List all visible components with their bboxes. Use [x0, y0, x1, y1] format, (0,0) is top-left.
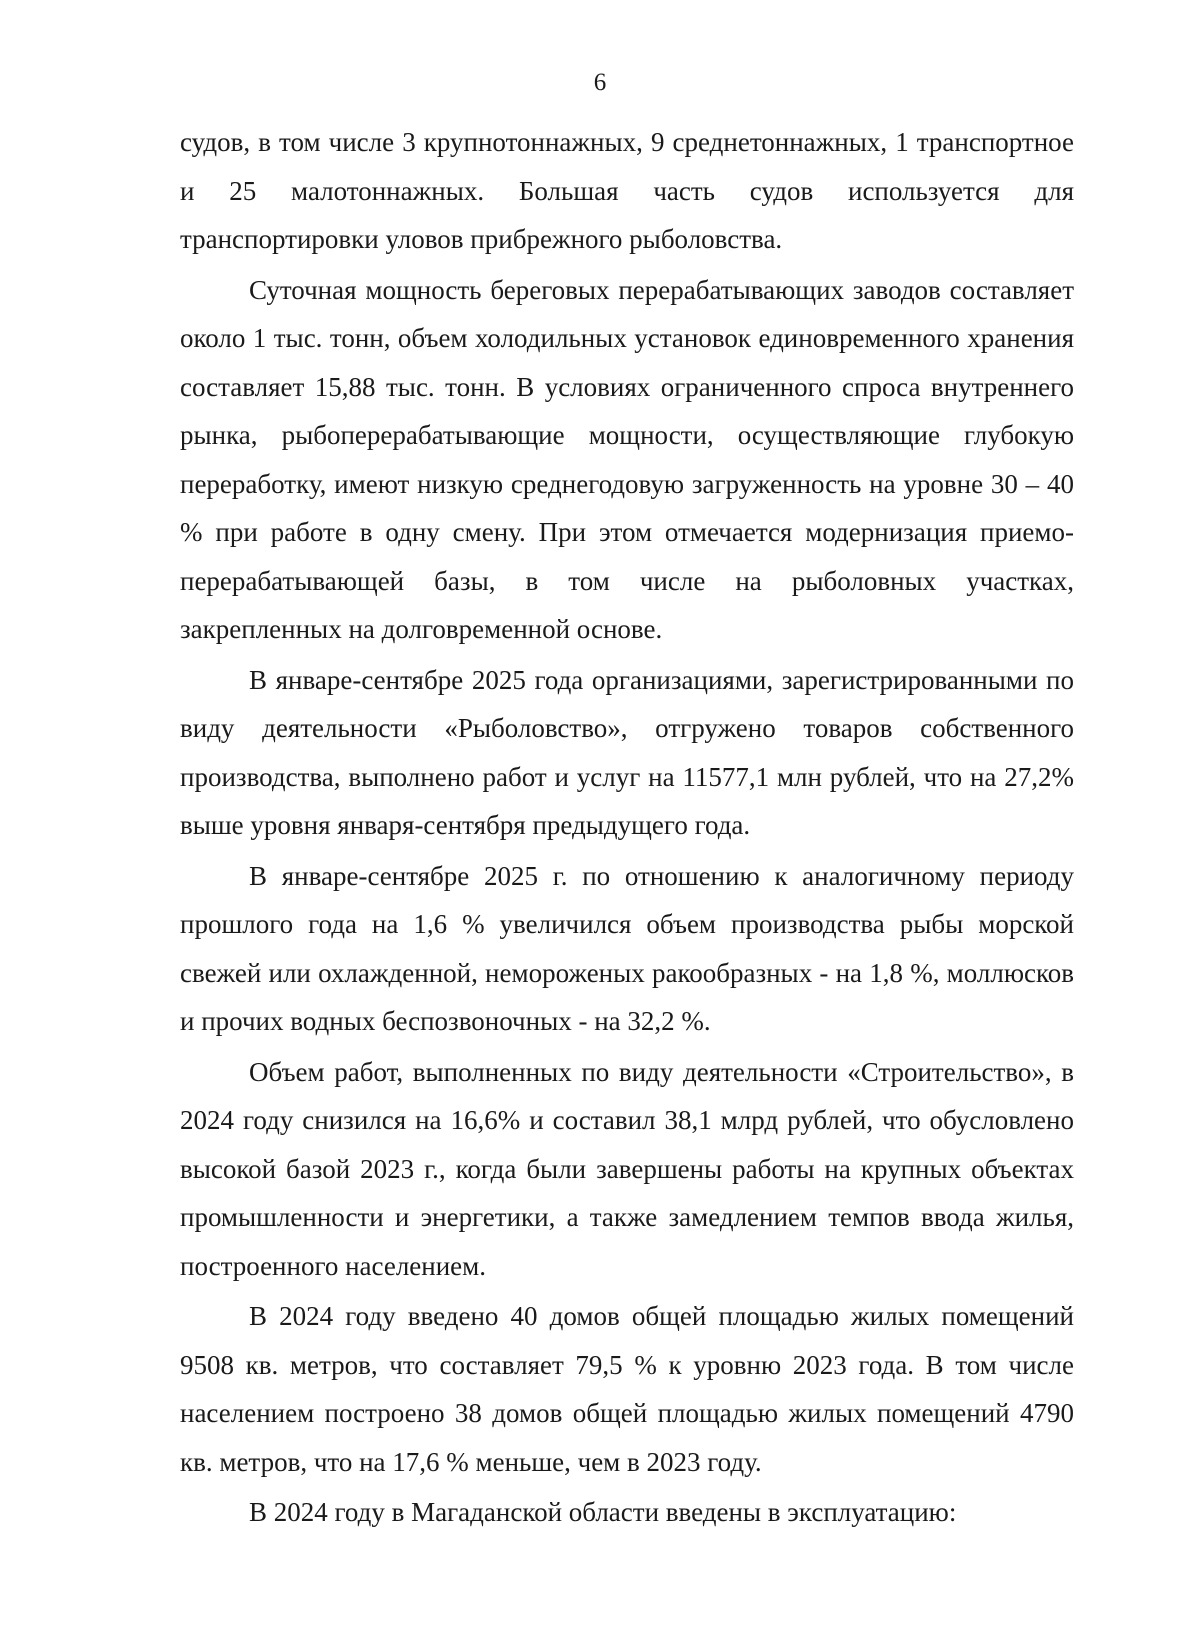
paragraph: В 2024 году введено 40 домов общей площадью жилых помещений 9508 кв. метров, что составляет 79,5 % к уровню 2023 года. В том числе населением построено 38 домов общей площадью жилых помещений 4790 кв. метров, что на 17,6 % меньше, чем в 2023 году. — [180, 1301, 1074, 1477]
paragraph: В январе-сентябре 2025 года организациями, зарегистрированными по виду деятельности «Рыболовство», отгружено товаров собственного производства, выполнено работ и услуг на 11577,1 млн рублей, что на 27,2% выше уровня января-сентября предыдущего года. — [180, 664, 1074, 840]
paragraph: В 2024 году в Магаданской области введены в эксплуатацию: — [249, 1497, 957, 1527]
paragraph: Объем работ, выполненных по виду деятельности «Строительство», в 2024 году снизился на 16,6% и составил 38,1 млрд рублей, что обусловлено высокой базой 2023 г., когда были завершены работы на крупных объектах промышленности и энергетики, а также замедлением темпов ввода жилья, построенного населением. — [180, 1056, 1074, 1281]
paragraph: Суточная мощность береговых перерабатывающих заводов составляет около 1 тыс. тонн, объем холодильных установок единовременного хранения составляет 15,88 тыс. тонн. В условиях ограниченного спроса внутреннего рынка, рыбоперерабатывающие мощности, осуществляющие глубокую переработку, имеют низкую среднегодовую загруженность на уровне 30 – 40 % при работе в одну смену. При этом отмечается модернизация приемо-перерабатывающей базы, в том числе на рыболовных участках, закрепленных на долговременной основе. — [180, 274, 1074, 644]
paragraph: судов, в том числе 3 крупнотоннажных, 9 среднетоннажных, 1 транспортное и 25 малотоннажных. Большая часть судов используется для транспортировки уловов прибрежного рыболовства. — [180, 127, 1074, 254]
paragraph: В январе-сентябре 2025 г. по отношению к аналогичному периоду прошлого года на 1,6 % увеличился объем производства рыбы морской свежей или охлажденной, немороженых ракообразных - на 1,8 %, моллюсков и прочих водных беспозвоночных - на 32,2 %. — [180, 860, 1074, 1036]
page-number: 6 — [593, 69, 607, 96]
document-body — [180, 118, 1074, 1539]
